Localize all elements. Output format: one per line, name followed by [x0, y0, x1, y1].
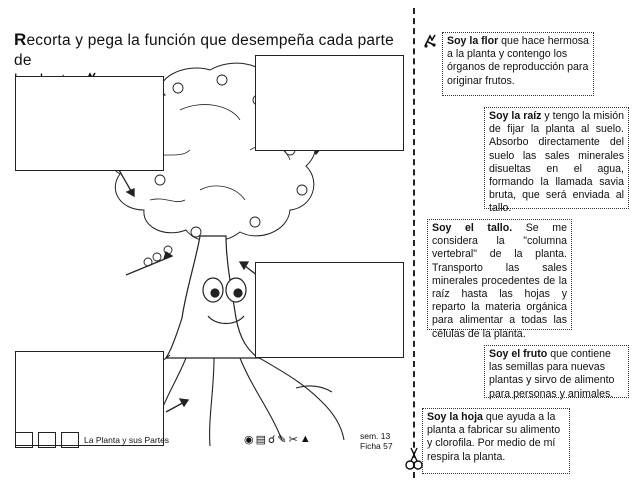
scissors-small-icon: ✂ — [288, 434, 298, 446]
week-number: sem. 13 — [360, 431, 391, 441]
paste-icon — [61, 432, 79, 448]
sheet-reference — [360, 431, 393, 451]
activity-icons — [244, 433, 311, 446]
eye-icon: ◉ — [244, 434, 254, 446]
title-line-1: ecorta y pega la función que desempeña cada parte de — [14, 32, 394, 69]
card-flower[interactable]: Soy la flor que hace hermosa a la planta y contengo los órganos de reproducción para originar frutos. — [442, 32, 594, 96]
scissors-hand-icon-right — [423, 34, 437, 48]
footer-label: La Planta y sus Partes — [84, 435, 170, 445]
card-leaf[interactable]: Soy la hoja que ayuda a la planta a fabricar su alimento y clorofila. Por medio de mí respira la planta. — [422, 408, 570, 474]
scissors-icon — [405, 446, 423, 472]
paste-box-leaf[interactable] — [255, 55, 404, 151]
paste-box-flower[interactable] — [15, 76, 164, 171]
footer-left — [15, 432, 169, 448]
card-root[interactable]: Soy la raíz y tengo la misión de fijar la planta al suelo. Absorbo directamente del suelo las sales minerales disueltas en el agua, formando la llamada savia bruta, que será enviada al tallo. — [484, 107, 629, 209]
card-fruit[interactable]: Soy el fruto que contiene las semillas para nuevas plantas y sirvo de alimento para personas y animales. — [484, 345, 629, 398]
title-initial: R — [14, 30, 27, 49]
sheet-number: Ficha 57 — [360, 441, 393, 451]
cut-line — [413, 8, 415, 478]
paste-box-trunk[interactable] — [255, 262, 404, 358]
cut-icon — [38, 432, 56, 448]
glue-icon: ▲ — [299, 433, 311, 445]
card-stem[interactable]: Soy el tallo. Se me considera la "columna vertebral" de la planta. Transporto las sales minerales procedentes de la raíz hasta las hojas y reparto la materia orgánica para alimentar a todas las células de la planta. — [427, 219, 572, 330]
pencil-icon: ✎ — [277, 434, 287, 446]
magnifier-icon: ☌ — [268, 434, 276, 446]
book-icon: ▤ — [255, 434, 267, 446]
manipulative-icon — [15, 432, 33, 448]
